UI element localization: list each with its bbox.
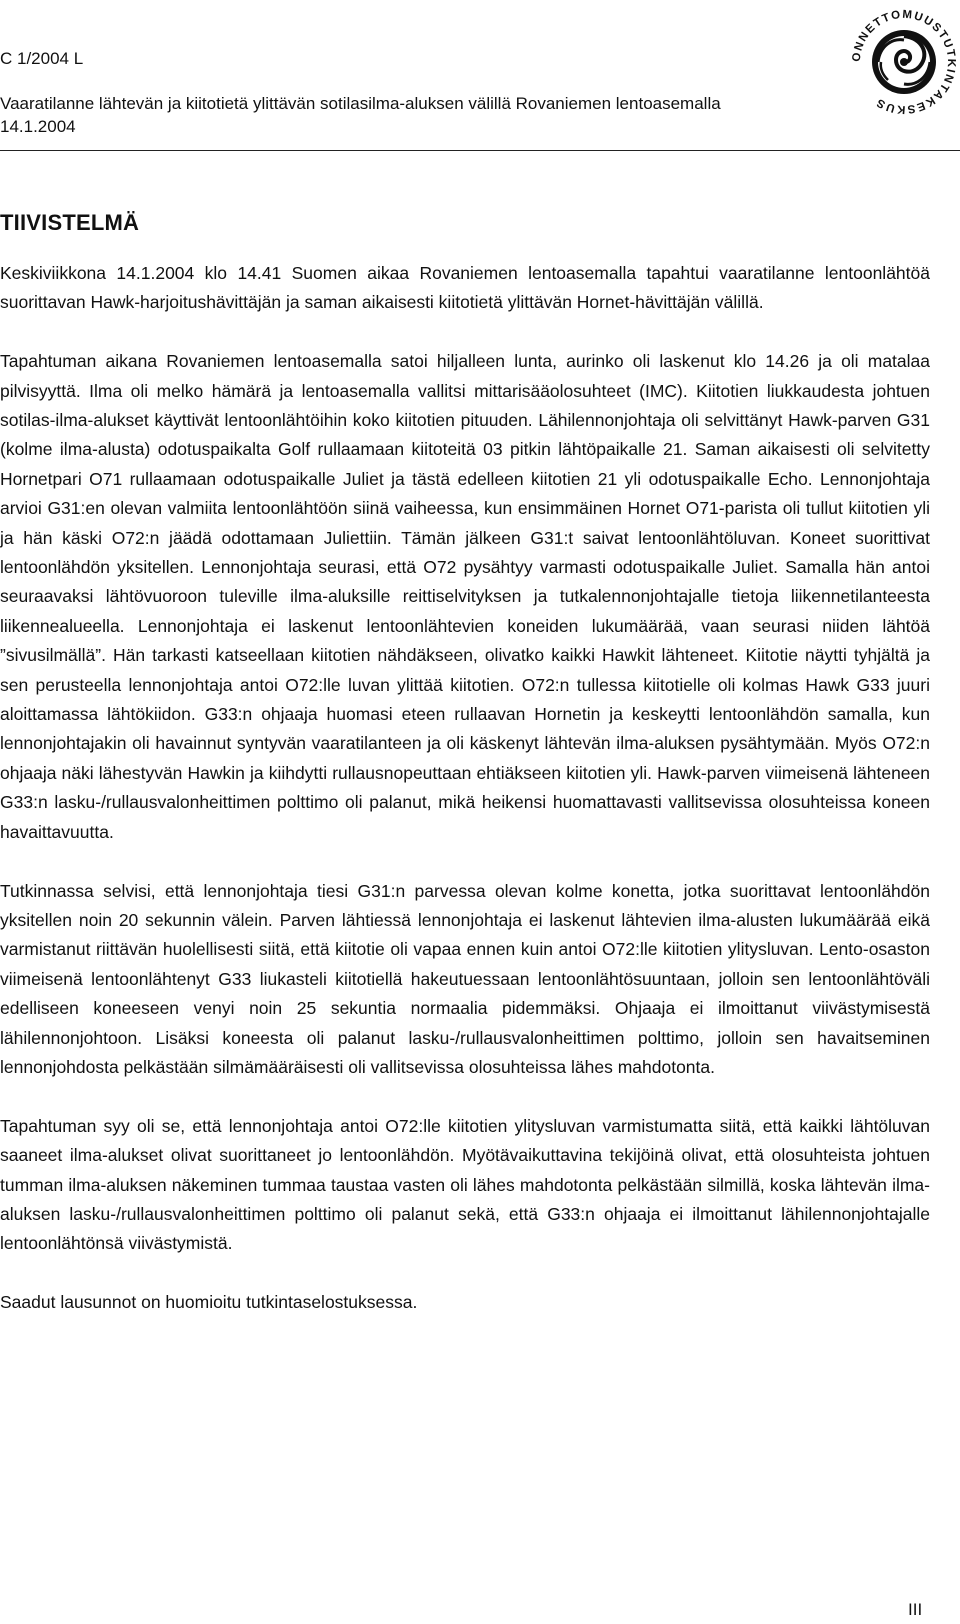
summary-heading: TIIVISTELMÄ: [0, 210, 140, 235]
page-number: III: [908, 1600, 923, 1619]
logo-text: ONNETTOMUUSTUTKINTAKESKUS: [850, 8, 958, 116]
report-id: C 1/2004 L: [0, 49, 84, 68]
paragraph-5: Saadut lausunnot on huomioitu tutkintaselostuksessa.: [0, 1292, 418, 1313]
report-title: Vaaratilanne lähtevän ja kiitotietä ylittävän sotilasilma-aluksen välillä Rovaniemen lentoasemalla: [0, 94, 721, 113]
summary-body: [0, 259, 930, 1318]
paragraph-3: Tutkinnassa selvisi, että lennonjohtaja tiesi G31:n parvessa olevan kolme konetta, jotka suorittavat lentoonlähdön yksitellen noin 20 sekunnin välein. Parven lähtiessä lennonjohtaja ei laskenut lähtevien ilma-alusten lukumäärää eikä varmistanut riittävän huolellisesti siitä, että kiitotie oli vapaa ennen kuin antoi O72:lle kiitotien ylitysluvan. Lento-osaston viimeisenä lentoonlähtenyt G33 liukasteli kiitotiellä hakeutuessaan lentoonlähtösuuntaan, jolloin sen lentoonlähtöväli edelliseen koneeseen venyi noin 25 sekuntia normaalia pidemmäksi. Ohjaaja ei ilmoittanut viivästymisestä lähilennonjohtoon. Lisäksi koneesta oli palanut lasku-/rullausvalonheittimen polttimo, jolloin sen havaitseminen lennonjohdosta pelkästään silmämääräisesti oli vallitsevissa olosuhteissa lähes mahdotonta.: [0, 880, 930, 1077]
paragraph-2: Tapahtuman aikana Rovaniemen lentoasemalla satoi hiljalleen lunta, aurinko oli laskenut klo 14.26 ja oli matalaa pilvisyyttä. Ilma oli melko hämärä ja lentoasemalla vallitsi mittarisääolosuhteet (IMC). Kiitotien liukkaudesta johtuen sotilas-ilma-alukset käyttivät lentoonlähtöihin koko kiitotien pituuden. Lähilennonjohtaja oli selvittänyt Hawk-parven G31 (kolme ilma-alusta) odotuspaikalta Golf rullaamaan kiitoteitä 03 pitkin lähtöpaikalle 21. Saman aikaisesti oli selvitetty Hornetpari O71 rullaamaan odotuspaikalle Juliet ja tästä edelleen kiitotien 21 yli odotuspaikalle Echo. Lennonjohtaja arvioi G31:en olevan valmiita lentoonlähtöön siinä vaiheessa, kun ensimmäinen Hornet O71-parista oli tullut kiitotien yli ja hän käski O72:n jäädä odottamaan Juliettiin. Tämän jälkeen G31:t saivat lentoonlähtöluvan. Koneet suorittivat lentoonlähdön yksitellen. Lennonjohtaja seurasi, että O72 pysähtyy varmasti odotuspaikalle Juliet. Samalla hän antoi seuraavaksi lähtövuoroon tuleville ilma-aluksille reittiselvityksen ja tutkalennonjohtajalle tietoja liikennetilanteesta liikennealueella. Lennonjohtaja ei laskenut lentoonlähtevien koneiden lukumäärää, vaan seurasi niiden lähtöä ”sivusilmällä”. Hän tarkasti katseellaan kiitotien nähdäkseen, olivatko kaikki Hawkit lähteneet. Kiitotie näytti tyhjältä ja sen perusteella lennonjohtaja antoi O72:lle luvan ylittää kiitotien. O72:n tullessa kiitotielle oli kolmas Hawk G33 juuri aloittamassa lähtökiidon. G33:n ohjaaja huomasi eteen rullaavan Hornetin ja keskeytti lentoonlähdön samalla, kun lennonjohtajakin oli havainnut syntyvän vaaratilanteen ja oli käskenyt lähtevän ilma-aluksen pysähtymään. Myös O72:n ohjaaja näki lähestyvän Hawkin ja kiihdytti rullausnopeuttaan ehtiäkseen kiitotien yli. Hawk-parven viimeisenä lähteneen G33:n lasku-/rullausvalonheittimen polttimo oli palanut, mikä heikensi huomattavasti vallitsevissa olosuhteissa koneen havaittavuutta.: [0, 351, 930, 842]
report-date: 14.1.2004: [0, 117, 76, 136]
page-header: [0, 0, 960, 160]
header-divider: [0, 150, 960, 151]
agency-logo-icon: [848, 6, 960, 118]
paragraph-1: Keskiviikkona 14.1.2004 klo 14.41 Suomen aikaa Rovaniemen lentoasemalla tapahtui vaaratilanne lentoonlähtöä suorittavan Hawk-harjoitushävittäjän ja saman aikaisesti kiitotietä ylittävän Hornet-hävittäjän välillä.: [0, 263, 930, 313]
paragraph-4: Tapahtuman syy oli se, että lennonjohtaja antoi O72:lle kiitotien ylitysluvan varmistumatta siitä, että kaikki lähtöluvan saaneet ilma-alukset olivat suorittaneet jo lentoonlähdön. Myötävaikuttavina tekijöinä olivat, että olosuhteista johtuen tumman ilma-aluksen näkeminen tummaa taustaa vasten oli lähes mahdotonta pelkästään silmillä, koska lähtevän ilma-aluksen lasku-/rullausvalonheittimen polttimo oli palanut sekä, että G33:n ohjaaja ei ilmoittanut lähilennonjohtajalle lentoonlähtönsä viivästymistä.: [0, 1115, 930, 1254]
